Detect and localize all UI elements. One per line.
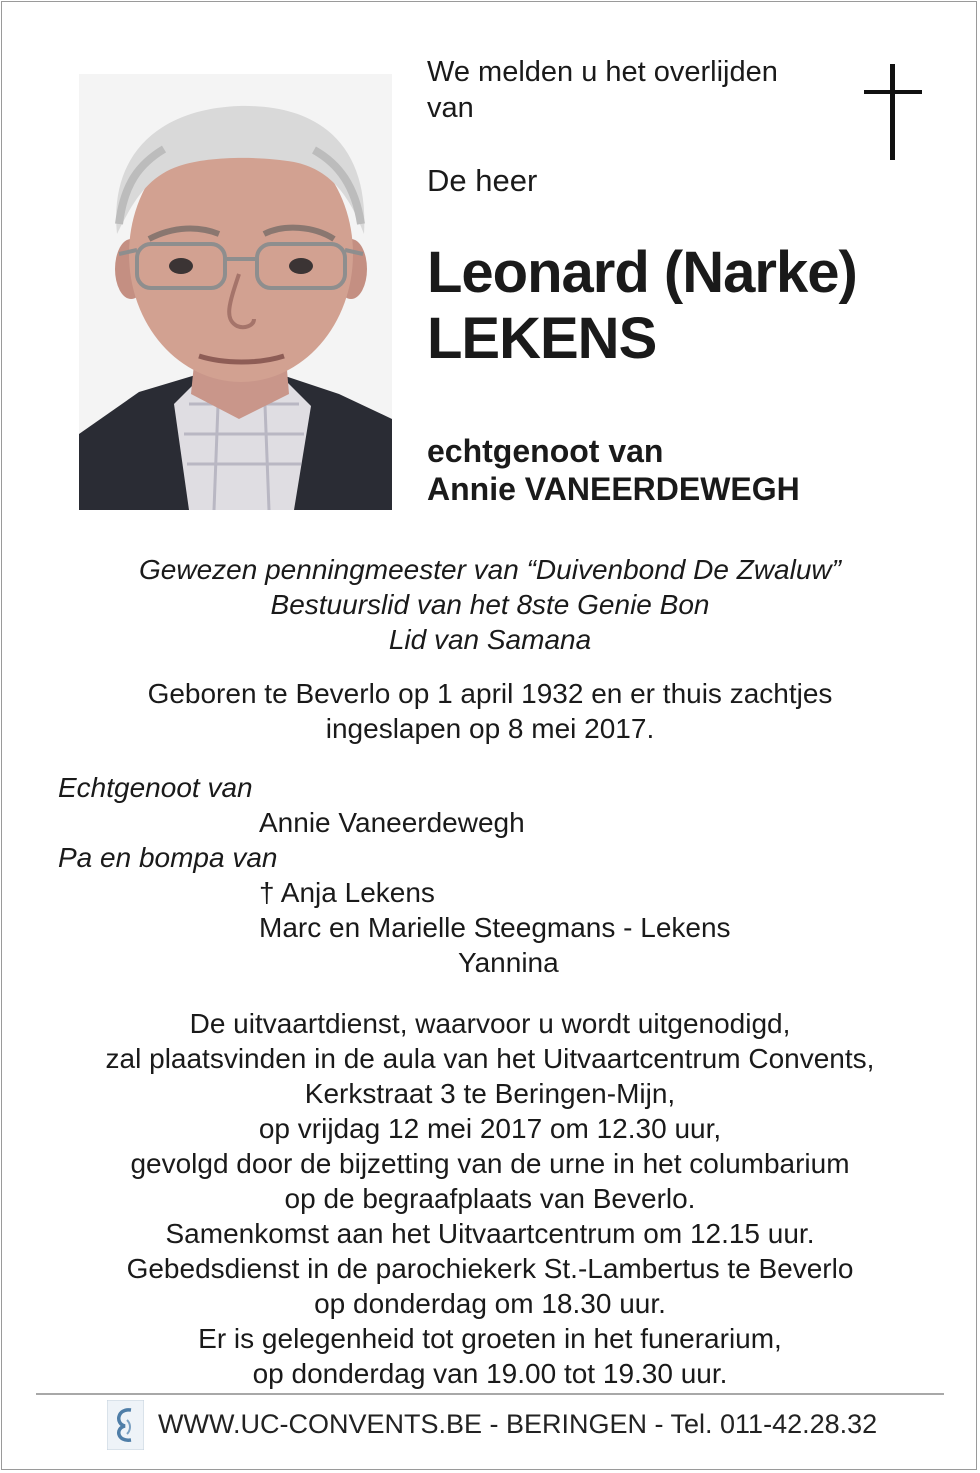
- family-list: [58, 770, 958, 980]
- spouse-label: echtgenoot van: [427, 433, 664, 469]
- role-item: Bestuurslid van het 8ste Genie Bon: [270, 589, 710, 620]
- service-line: gevolgd door de bijzetting van de urne in het columbarium: [130, 1148, 850, 1179]
- intro-text: [427, 54, 847, 126]
- spouse-heading: [427, 432, 800, 508]
- deceased-name: [427, 240, 947, 372]
- service-line: op de begraafplaats van Beverlo.: [284, 1183, 696, 1214]
- service-line: op donderdag om 18.30 uur.: [314, 1288, 666, 1319]
- service-line: zal plaatsvinden in de aula van het Uitvaartcentrum Convents,: [105, 1043, 875, 1074]
- role-item: Gewezen penningmeester van “Duivenbond De Zwaluw”: [139, 554, 841, 585]
- family-child: Marc en Marielle Steegmans - Lekens: [259, 912, 731, 943]
- footer-divider: [36, 1393, 944, 1395]
- family-child: † Anja Lekens: [259, 877, 435, 908]
- service-line: op vrijdag 12 mei 2017 om 12.30 uur,: [258, 1113, 722, 1144]
- honorific: De heer: [427, 163, 538, 198]
- birth-line: Geboren te Beverlo op 1 april 1932 en er thuis zachtjes: [147, 678, 833, 709]
- deceased-first-name: Leonard (Narke): [427, 240, 857, 305]
- birth-death-text: [0, 676, 980, 746]
- service-details: [0, 1006, 980, 1391]
- cross-icon: [864, 64, 922, 160]
- service-line: Er is gelegenheid tot groeten in het funerarium,: [198, 1323, 782, 1354]
- intro-line-1: We melden u het overlijden: [427, 56, 778, 88]
- family-label-children: Pa en bompa van: [58, 842, 278, 873]
- family-label-spouse: Echtgenoot van: [58, 772, 253, 803]
- family-spouse-name: Annie Vaneerdewegh: [259, 807, 525, 838]
- death-line: ingeslapen op 8 mei 2017.: [325, 713, 655, 744]
- role-item: Lid van Samana: [388, 624, 592, 655]
- family-grandchild: Yannina: [458, 947, 559, 978]
- funeral-home-logo-icon: [107, 1400, 144, 1450]
- intro-line-2: van: [427, 92, 474, 124]
- service-line: Kerkstraat 3 te Beringen-Mijn,: [304, 1078, 676, 1109]
- spouse-name: Annie VANEERDEWEGH: [427, 471, 800, 507]
- service-line: Gebedsdienst in de parochiekerk St.-Lambertus te Beverlo: [126, 1253, 854, 1284]
- footer-contact: WWW.UC-CONVENTS.BE - BERINGEN - Tel. 011-42.28.32: [158, 1409, 878, 1439]
- service-line: Samenkomst aan het Uitvaartcentrum om 12.15 uur.: [165, 1218, 815, 1249]
- portrait-photo: [79, 74, 392, 510]
- service-line: op donderdag van 19.00 tot 19.30 uur.: [252, 1358, 728, 1389]
- service-line: De uitvaartdienst, waarvoor u wordt uitgenodigd,: [189, 1008, 791, 1039]
- deceased-last-name: LEKENS: [427, 306, 657, 371]
- roles-list: [0, 552, 980, 657]
